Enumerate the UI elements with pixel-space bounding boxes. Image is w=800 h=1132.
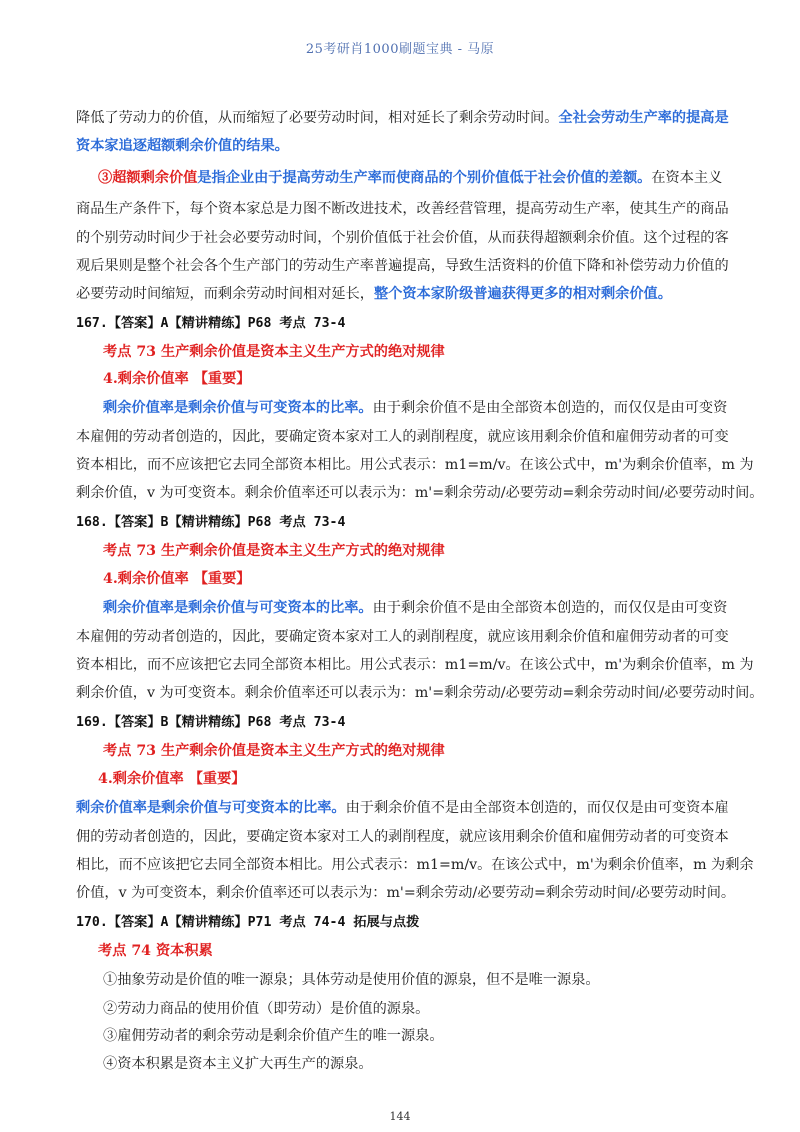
text-line [76,883,735,903]
highlight-red-text: 4.剩余价值率 【重要】 [103,571,251,587]
text-line [76,912,419,933]
body-text: 佣的劳动者创造的，因此，要确定资本家对工人的剥削程度，就应该用剩余价值和雇佣劳动者的可变资本 [76,829,729,845]
body-text: 相比，而不应该把它去同全部资本相比。用公式表示：m1=m/v。在该公式中，m'为剩余价值率，m 为剩余 [76,857,754,873]
text-line [76,108,729,128]
highlight-red-text: 考点 73 生产剩余价值是资本主义生产方式的绝对规律 [103,743,445,759]
body-text: 的个别劳动时间少于社会必要劳动时间，个别价值低于社会价值，从而获得超额剩余价值。这个过程的客 [76,230,729,246]
text-line [76,284,672,304]
highlight-red-text: 考点 74 资本积累 [98,943,213,959]
text-line [103,398,727,418]
body-text: 价值，v 为可变资本，剩余价值率还可以表示为：m'=剩余劳动/必要劳动=剩余劳动时间/必要劳动时间。 [76,885,736,901]
text-line [76,827,729,847]
body-text: 由于剩余价值不是由全部资本创造的，而仅仅是由可变资 [372,600,728,616]
body-text: 必要劳动时间缩短，而剩余劳动时间相对延长， [76,286,374,302]
text-line [76,512,345,533]
text-line [98,941,213,961]
body-text: 由于剩余价值不是由全部资本创造的，而仅仅是由可变资 [372,400,728,416]
highlight-blue-text: 整个资本家阶级普遍获得更多的相对剩余价值。 [373,286,672,302]
text-line [76,483,763,503]
body-text: ④资本积累是资本主义扩大再生产的源泉。 [103,1056,373,1072]
highlight-red-text: 4.剩余价值率 【重要】 [103,371,251,387]
body-text: 本雇佣的劳动者创造的，因此，要确定资本家对工人的剥削程度，就应该用剩余价值和雇佣劳动者的可变 [76,429,729,445]
text-line [76,228,729,248]
text-line [76,256,729,276]
highlight-red-text: ③超额剩余价值 [98,170,198,186]
body-text: ②劳动力商品的使用价值（即劳动）是价值的源泉。 [103,1001,430,1017]
text-line [103,999,429,1019]
text-line [76,683,763,703]
highlight-red-text: 4.剩余价值率 【重要】 [98,771,246,787]
highlight-blue-text: 剩余价值率是剩余价值与可变资本的比率。 [76,800,346,816]
body-text: 资本相比，而不应该把它去同全部资本相比。用公式表示：m1=m/v。在该公式中，m'为剩余价值率，m 为 [76,657,754,673]
highlight-blue-text: 资本家追逐超额剩余价值的结果。 [76,138,289,154]
text-line [76,199,729,219]
text-line [76,712,345,733]
text-line [76,855,754,875]
highlight-blue-text: 全社会劳动生产率的提高是 [558,110,729,126]
body-text: 本雇佣的劳动者创造的，因此，要确定资本家对工人的剥削程度，就应该用剩余价值和雇佣劳动者的可变 [76,629,729,645]
text-line [98,168,722,188]
text-line [76,313,345,334]
answer-label: 170.【答案】A【精讲精练】P71 考点 74-4 拓展与点拨 [76,915,420,930]
body-text: 降低了劳动力的价值，从而缩短了必要劳动时间，相对延长了剩余劳动时间。 [76,110,559,126]
answer-label: 169.【答案】B【精讲精练】P68 考点 73-4 [76,715,346,730]
text-line [103,569,250,589]
answer-label: 167.【答案】A【精讲精练】P68 考点 73-4 [76,316,346,331]
highlight-blue-text: 剩余价值率是剩余价值与可变资本的比率。 [103,600,373,616]
body-text: 由于剩余价值不是由全部资本创造的，而仅仅是由可变资本雇 [345,800,729,816]
text-line [103,342,445,362]
text-line [76,655,754,675]
text-line [103,598,727,618]
highlight-red-text: 考点 73 生产剩余价值是资本主义生产方式的绝对规律 [103,344,445,360]
text-line [76,136,289,156]
body-text: ③雇佣劳动者的剩余劳动是剩余价值产生的唯一源泉。 [103,1028,444,1044]
highlight-blue-text: 是指企业由于提高劳动生产率而使商品的个别价值低于社会价值的差额。 [197,170,652,186]
body-text: 观后果则是整个社会各个生产部门的劳动生产率普遍提高，导致生活资料的价值下降和补偿劳动力价值的 [76,258,729,274]
text-line [76,427,729,447]
answer-label: 168.【答案】B【精讲精练】P68 考点 73-4 [76,515,346,530]
body-text: ①抽象劳动是价值的唯一源泉；具体劳动是使用价值的源泉，但不是唯一源泉。 [103,972,600,988]
page-number: 144 [389,1110,411,1123]
text-line [76,627,729,647]
body-text: 剩余价值，v 为可变资本。剩余价值率还可以表示为：m'=剩余劳动/必要劳动=剩余劳动时间/必要劳动时间。 [76,485,764,501]
text-line [98,769,245,789]
body-text: 剩余价值，v 为可变资本。剩余价值率还可以表示为：m'=剩余劳动/必要劳动=剩余劳动时间/必要劳动时间。 [76,685,764,701]
text-line [76,798,729,818]
text-line [103,1026,444,1046]
highlight-blue-text: 剩余价值率是剩余价值与可变资本的比率。 [103,400,373,416]
body-text: 在资本主义 [651,170,723,186]
text-line [103,541,445,561]
text-line [103,970,600,990]
body-text: 商品生产条件下，每个资本家总是力图不断改进技术，改善经营管理，提高劳动生产率，使其生产的商品 [76,201,729,217]
body-text: 资本相比，而不应该把它去同全部资本相比。用公式表示：m1=m/v。在该公式中，m'为剩余价值率，m 为 [76,457,754,473]
text-line [103,741,445,761]
highlight-red-text: 考点 73 生产剩余价值是资本主义生产方式的绝对规律 [103,543,445,559]
text-line [76,455,754,475]
text-line [103,1054,373,1074]
page-header: 25考研肖1000刷题宝典 - 马原 [305,42,495,57]
text-line [103,369,250,389]
